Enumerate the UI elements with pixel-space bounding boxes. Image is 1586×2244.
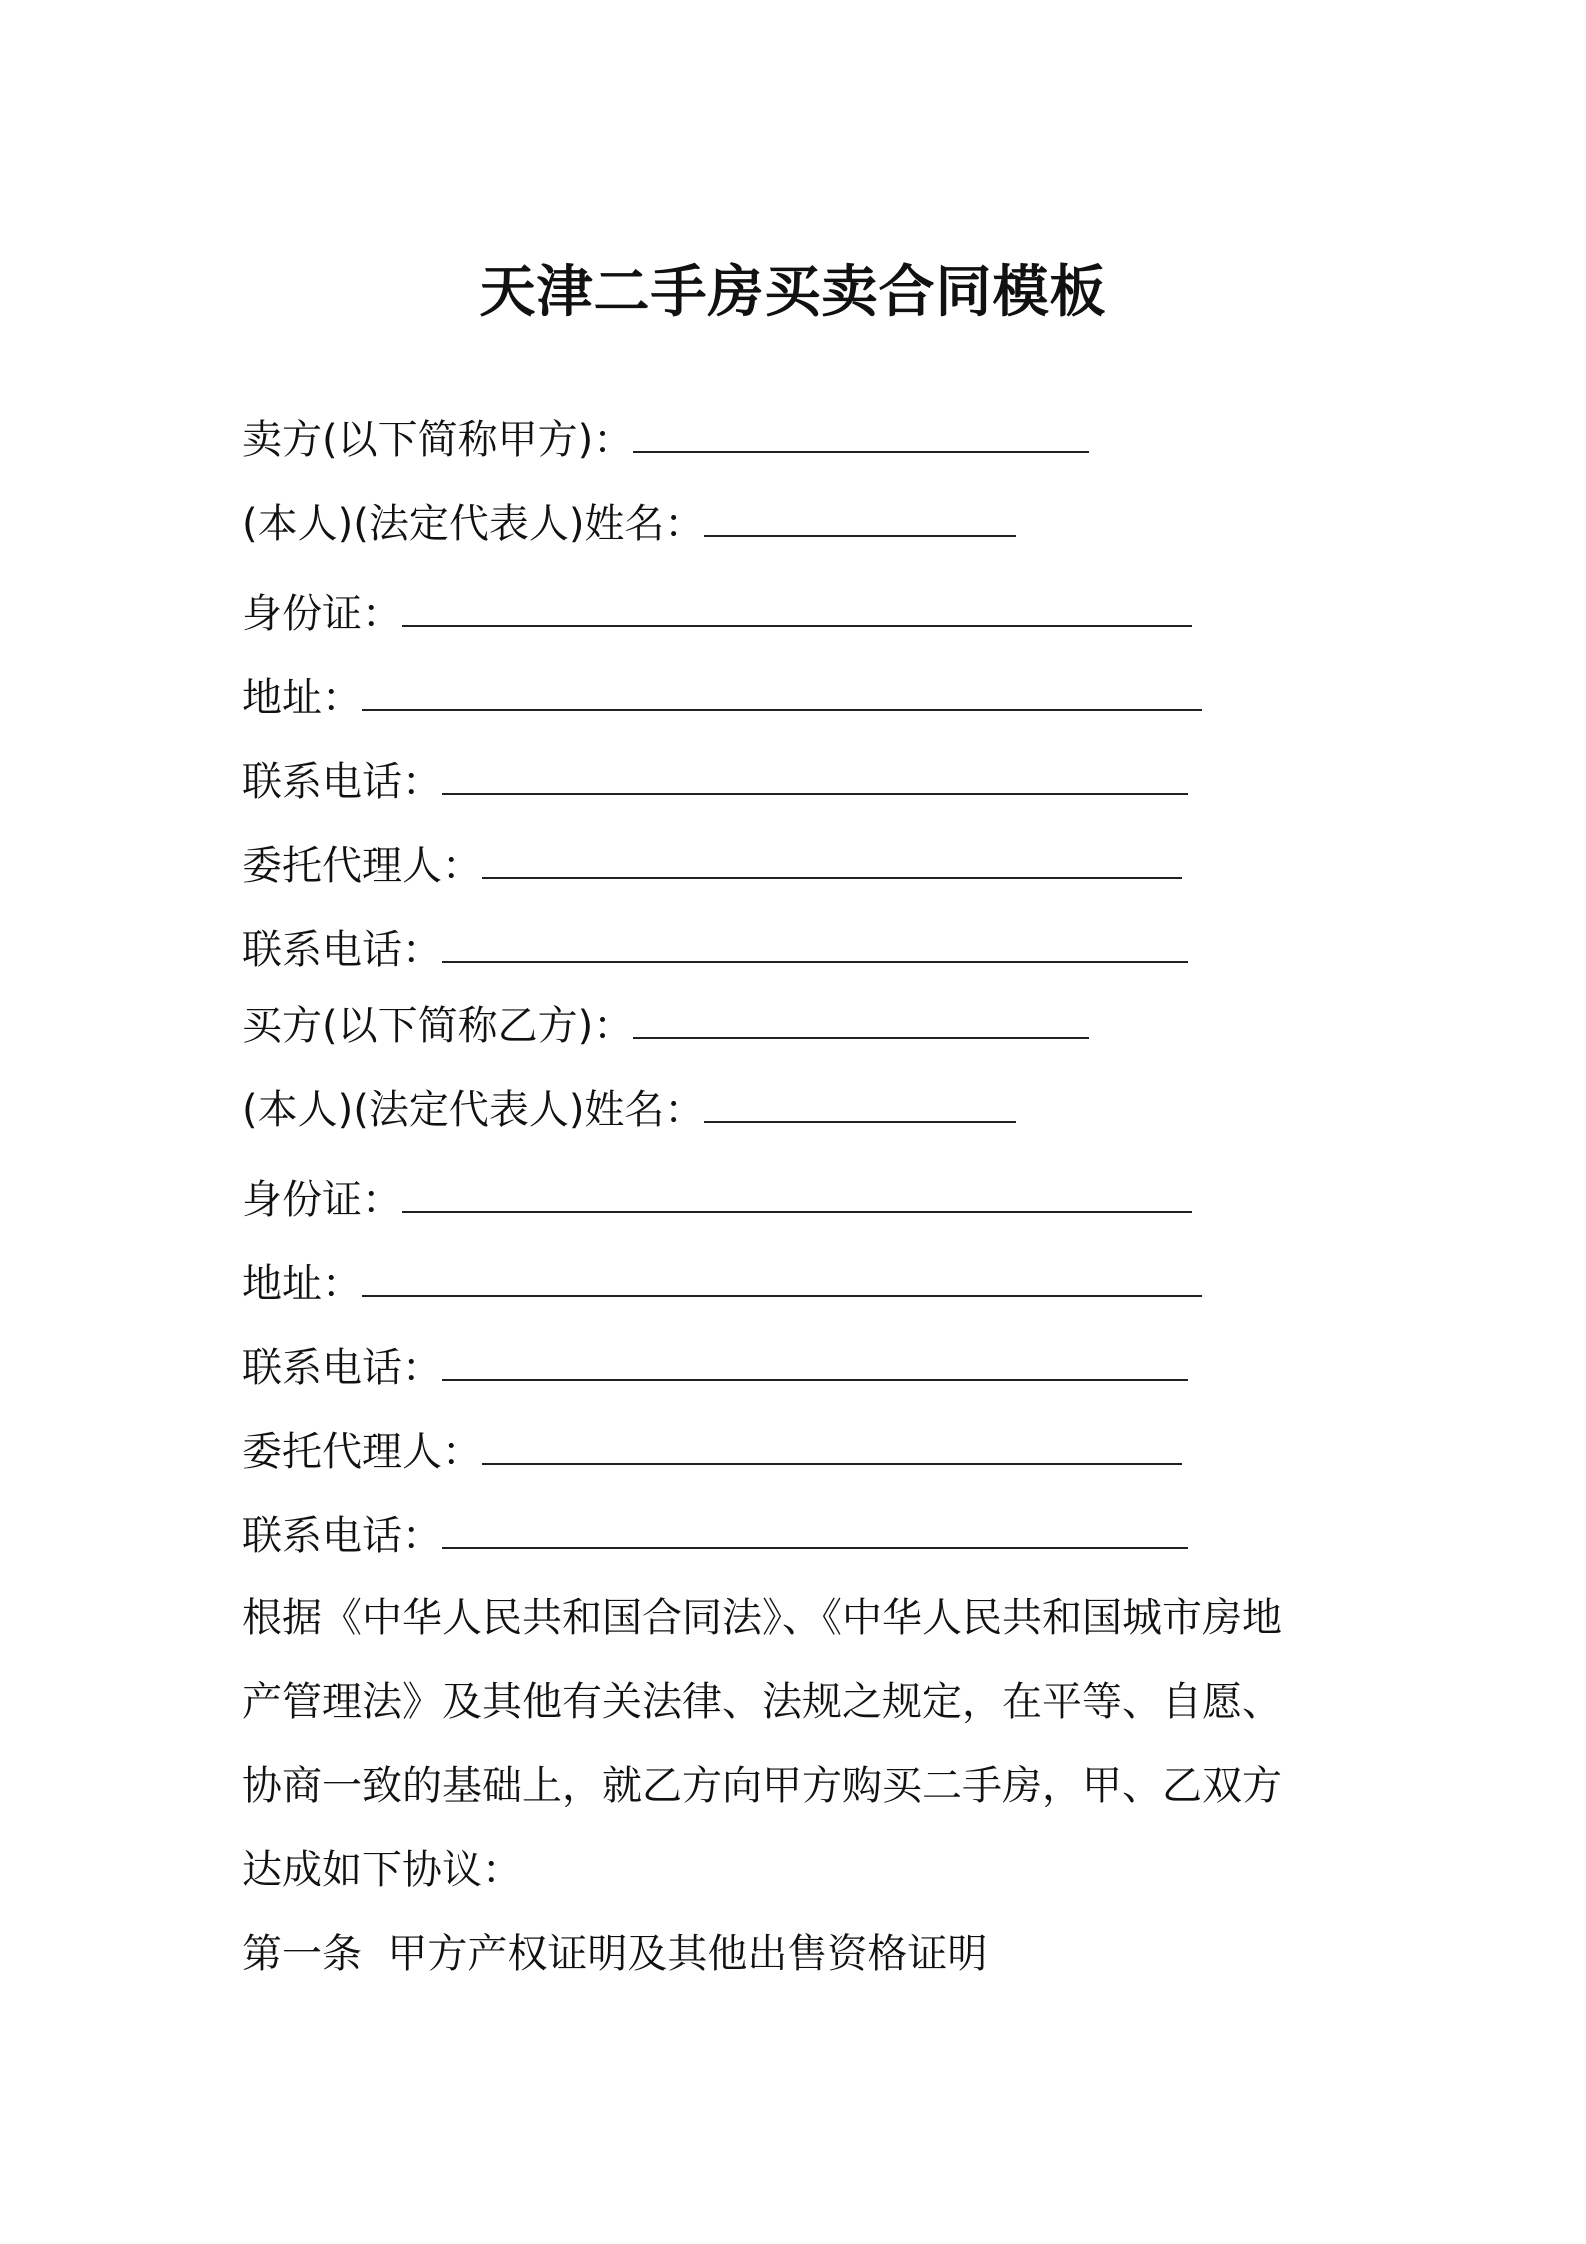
- seller-agent-blank[interactable]: [482, 876, 1182, 879]
- seller-agent-phone-blank[interactable]: [442, 960, 1188, 963]
- buyer-id-blank[interactable]: [402, 1210, 1192, 1213]
- article-1-heading: 第一条 甲方产权证明及其他出售资格证明: [242, 1931, 988, 1977]
- buyer-name-row: [242, 1086, 1016, 1134]
- seller-phone-blank[interactable]: [442, 792, 1188, 795]
- document-title: 天津二手房买卖合同模板: [479, 260, 1107, 325]
- buyer-agent-phone-blank[interactable]: [442, 1546, 1188, 1549]
- seller-name-label: (本人)(法定代表人)姓名：: [242, 501, 705, 547]
- preamble-line-2: 产管理法》及其他有关法律、法规之规定，在平等、自愿、: [242, 1679, 1282, 1725]
- buyer-name-label: (本人)(法定代表人)姓名：: [242, 1087, 705, 1133]
- buyer-heading-label: 买方(以下简称乙方)：: [242, 1003, 634, 1049]
- buyer-heading-row: [242, 1002, 1089, 1050]
- buyer-heading-blank[interactable]: [633, 1036, 1089, 1039]
- seller-agent-label: 委托代理人：: [242, 843, 482, 889]
- seller-heading-blank[interactable]: [633, 450, 1089, 453]
- buyer-phone-row: [242, 1344, 1188, 1392]
- seller-heading-row: [242, 416, 1089, 464]
- buyer-agent-phone-row: [242, 1512, 1188, 1560]
- seller-agent-row: [242, 842, 1182, 890]
- seller-id-blank[interactable]: [402, 624, 1192, 627]
- seller-id-row: [242, 590, 1192, 638]
- seller-phone-row: [242, 758, 1188, 806]
- seller-name-blank[interactable]: [704, 534, 1016, 537]
- buyer-address-row: [242, 1260, 1202, 1308]
- buyer-agent-blank[interactable]: [482, 1462, 1182, 1465]
- buyer-phone-label: 联系电话：: [242, 1345, 442, 1391]
- seller-name-row: [242, 500, 1016, 548]
- buyer-address-label: 地址：: [242, 1261, 362, 1307]
- seller-heading-label: 卖方(以下简称甲方)：: [242, 417, 634, 463]
- buyer-agent-phone-label: 联系电话：: [242, 1513, 442, 1559]
- preamble-line-3: 协商一致的基础上，就乙方向甲方购买二手房，甲、乙双方: [242, 1763, 1282, 1809]
- preamble-line-4: 达成如下协议：: [242, 1847, 522, 1893]
- seller-id-label: 身份证：: [242, 591, 402, 637]
- buyer-agent-label: 委托代理人：: [242, 1429, 482, 1475]
- buyer-agent-row: [242, 1428, 1182, 1476]
- seller-agent-phone-row: [242, 926, 1188, 974]
- seller-address-blank[interactable]: [362, 708, 1202, 711]
- seller-phone-label: 联系电话：: [242, 759, 442, 805]
- seller-address-row: [242, 674, 1202, 722]
- preamble-line-1: 根据《中华人民共和国合同法》、《中华人民共和国城市房地: [242, 1595, 1282, 1641]
- buyer-address-blank[interactable]: [362, 1294, 1202, 1297]
- buyer-phone-blank[interactable]: [442, 1378, 1188, 1381]
- seller-agent-phone-label: 联系电话：: [242, 927, 442, 973]
- buyer-id-label: 身份证：: [242, 1177, 402, 1223]
- seller-address-label: 地址：: [242, 675, 362, 721]
- buyer-name-blank[interactable]: [704, 1120, 1016, 1123]
- buyer-id-row: [242, 1176, 1192, 1224]
